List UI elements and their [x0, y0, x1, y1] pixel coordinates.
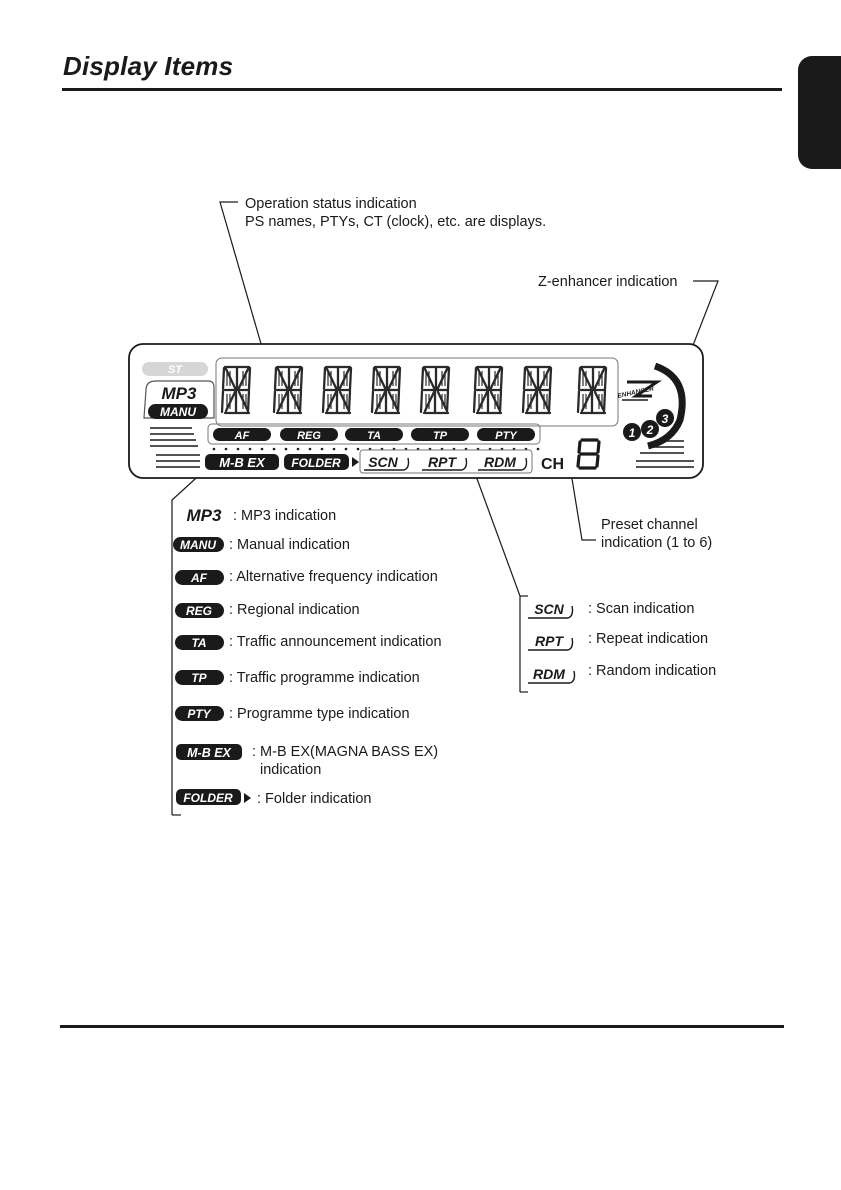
legend-label-tp: : Traffic programme indication — [229, 670, 420, 686]
lcd-ch: CH — [541, 456, 565, 473]
legend-badge-tp: TP — [191, 671, 207, 685]
preset-channel-title: Preset channel — [601, 517, 698, 533]
legend-label-mbex-line1: : M-B EX(MAGNA BASS EX) — [252, 744, 439, 760]
bottom-rule — [60, 1025, 784, 1028]
legend-right-badges — [528, 601, 575, 683]
legend-badge-pty: PTY — [187, 707, 211, 721]
lcd-tag-af: AF — [234, 430, 250, 442]
legend-label-rpt: : Repeat indication — [588, 631, 709, 647]
legend-label-mbex-line2: indication — [260, 762, 322, 778]
operation-status-title: Operation status indication — [245, 196, 417, 212]
legend-badge-ta: TA — [191, 636, 207, 650]
legend-label-rdm: : Random indication — [588, 663, 717, 679]
preset-channel-desc: indication (1 to 6) — [601, 535, 713, 551]
z-enhancer-callout: Z-enhancer indication — [538, 274, 678, 290]
enhancer-label: ENHANCER — [616, 385, 655, 400]
enhancer-level-1: 1 — [628, 426, 636, 440]
legend-label-mbex — [252, 743, 438, 779]
legend-badge-af: AF — [191, 571, 207, 585]
legend-badge-rdm: RDM — [533, 666, 565, 682]
legend-badge-mbex: M-B EX — [187, 746, 231, 760]
lcd-mp3: MP3 — [161, 384, 197, 403]
enhancer-level-3: 3 — [661, 412, 669, 426]
lcd-tag-pty: PTY — [495, 430, 517, 442]
lcd-tag-ta: TA — [367, 430, 381, 442]
operation-status-desc: PS names, PTYs, CT (clock), etc. are displays. — [245, 214, 547, 230]
legend-label-scn: : Scan indication — [588, 601, 695, 617]
legend-badge-scn: SCN — [534, 601, 564, 617]
legend-label-ta: : Traffic announcement indication — [229, 634, 442, 650]
legend-label-pty: : Programme type indication — [229, 706, 410, 722]
legend-label-folder: : Folder indication — [257, 791, 372, 807]
legend-label-af: : Alternative frequency indication — [229, 569, 438, 585]
lcd-rdm: RDM — [484, 454, 516, 470]
lcd-mbex: M-B EX — [219, 455, 265, 470]
page-title: Display Items — [63, 51, 234, 81]
enhancer-level-2: 2 — [646, 423, 654, 437]
legend-badge-folder: FOLDER — [183, 791, 233, 805]
lcd-manu: MANU — [160, 405, 196, 419]
st-label: ST — [167, 364, 183, 376]
lcd-rpt: RPT — [428, 454, 456, 470]
legend-label-reg: : Regional indication — [229, 602, 360, 618]
lcd-top-tags — [213, 428, 535, 442]
lcd-tag-tp: TP — [432, 430, 448, 442]
lcd-tag-reg: REG — [297, 430, 321, 442]
legend-badge-reg: REG — [185, 604, 213, 618]
legend-badge-mp3: MP3 — [186, 506, 222, 525]
legend-badge-rpt: RPT — [535, 633, 563, 649]
lcd-folder: FOLDER — [291, 456, 341, 470]
lcd-scn: SCN — [368, 454, 398, 470]
legend-badge-manu: MANU — [180, 538, 216, 552]
legend-label-mp3: : MP3 indication — [233, 508, 337, 524]
legend-label-manu: : Manual indication — [229, 537, 350, 553]
